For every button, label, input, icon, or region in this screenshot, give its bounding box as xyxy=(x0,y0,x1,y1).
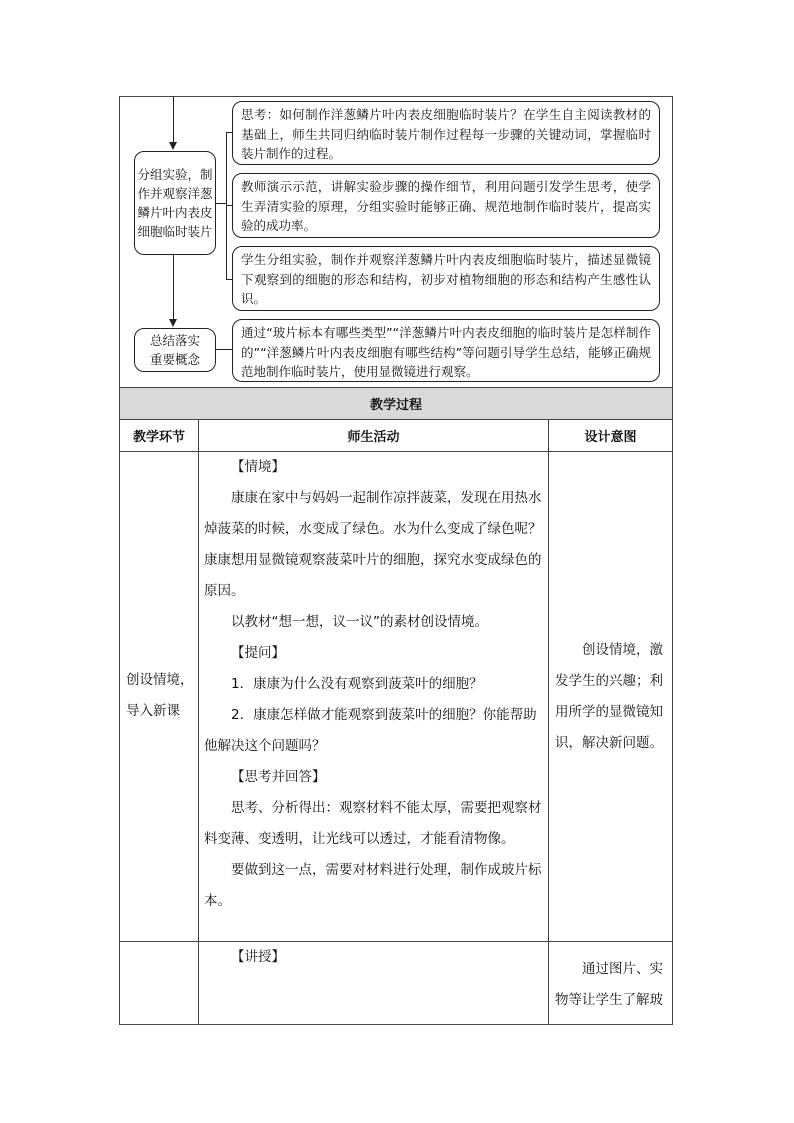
tag-situation: 【情境】 xyxy=(231,459,285,475)
row1-activity-cell xyxy=(198,452,548,942)
flow-arrow-2 xyxy=(169,319,177,327)
flow-note-1 xyxy=(232,101,660,165)
row2-intent-cell xyxy=(548,942,672,1024)
flow-step-summary xyxy=(134,328,216,372)
bracket-stem-1 xyxy=(216,203,226,204)
flowchart xyxy=(120,97,672,387)
col-header-stage: 教学环节 xyxy=(120,420,198,452)
flow-note-4 xyxy=(232,319,660,382)
flow-note-3-text: 学生分组实验，制作并观察洋葱鳞片叶内表皮细胞临时装片，描述显微镜下观察到的细胞的形态和结构，初步对植物细胞的形态和结构产生感性认识。 xyxy=(241,252,651,306)
question-2: 2．康康怎样做才能观察到菠菜叶的细胞？你能帮助他解决这个问题吗？ xyxy=(204,707,537,754)
lesson-plan-table xyxy=(119,96,673,1025)
col-header-activity: 师生活动 xyxy=(198,420,548,452)
bracket-stem-2 xyxy=(216,349,232,350)
flow-line-top xyxy=(173,97,174,143)
tag-lecture: 【讲授】 xyxy=(231,949,285,965)
flow-line-mid xyxy=(173,255,174,320)
flow-note-1-text: 思考：如何制作洋葱鳞片叶内表皮细胞临时装片？在学生自主阅读教材的基础上，师生共同归纳临时装片制作过程每一步骤的关键动词，掌握临时装片制作的过程。 xyxy=(241,107,651,161)
flow-step-group-experiment xyxy=(134,151,216,255)
section-title: 教学过程 xyxy=(120,387,672,420)
situation-paragraph: 康康在家中与妈妈一起制作凉拌菠菜，发现在用热水焯菠菜的时候，水变成了绿色。水为什么变成了绿色呢？康康想用显微镜观察菠菜叶片的细胞，探究水变成绿色的原因。 xyxy=(204,490,542,599)
question-1: 1．康康为什么没有观察到菠菜叶的细胞？ xyxy=(231,676,483,692)
row1-intent-cell xyxy=(548,452,672,942)
flow-note-4-text: 通过“玻片标本有哪些类型”“洋葱鳞片叶内表皮细胞的临时装片是怎样制作的”“洋葱鳞片叶内表皮细胞有哪些结构”等问题引导学生总结，能够正确规范地制作临时装片，使用显微镜进行观察。 xyxy=(241,325,651,379)
flow-note-3 xyxy=(232,246,660,311)
flow-note-2 xyxy=(232,173,660,238)
row1-stage-cell xyxy=(120,452,198,942)
tag-question: 【提问】 xyxy=(231,645,285,661)
answer-conclusion: 要做到这一点，需要对材料进行处理，制作成玻片标本。 xyxy=(204,862,542,909)
flow-step-1-text: 分组实验，制作并观察洋葱鳞片叶内表皮细胞临时装片 xyxy=(137,167,213,239)
tag-answer: 【思考并回答】 xyxy=(231,769,326,785)
col-header-intent: 设计意图 xyxy=(548,420,672,452)
situation-source: 以教材“想一想，议一议”的素材创设情境。 xyxy=(231,614,488,630)
flow-note-2-text: 教师演示示范，讲解实验步骤的操作细节，利用问题引发学生思考，使学生弄清实验的原理，分组实验时能够正确、规范地制作临时装片，提高实验的成功率。 xyxy=(241,179,651,233)
flow-step-2-text: 总结落实重要概念 xyxy=(149,333,200,367)
answer-paragraph: 思考、分析得出：观察材料不能太厚，需要把观察材料变薄、变透明，让光线可以透过，才能看清物像。 xyxy=(204,800,542,847)
flow-arrow-1 xyxy=(169,142,177,150)
row2-stage-cell xyxy=(120,942,198,1024)
row2-intent: 通过图片、实物等让学生了解玻 xyxy=(555,961,663,1008)
row2-activity-cell xyxy=(198,942,548,1024)
row1-stage: 创设情境，导入新课 xyxy=(126,672,194,719)
row1-intent: 创设情境，激发学生的兴趣；利用所学的显微镜知识，解决新问题。 xyxy=(555,642,663,751)
